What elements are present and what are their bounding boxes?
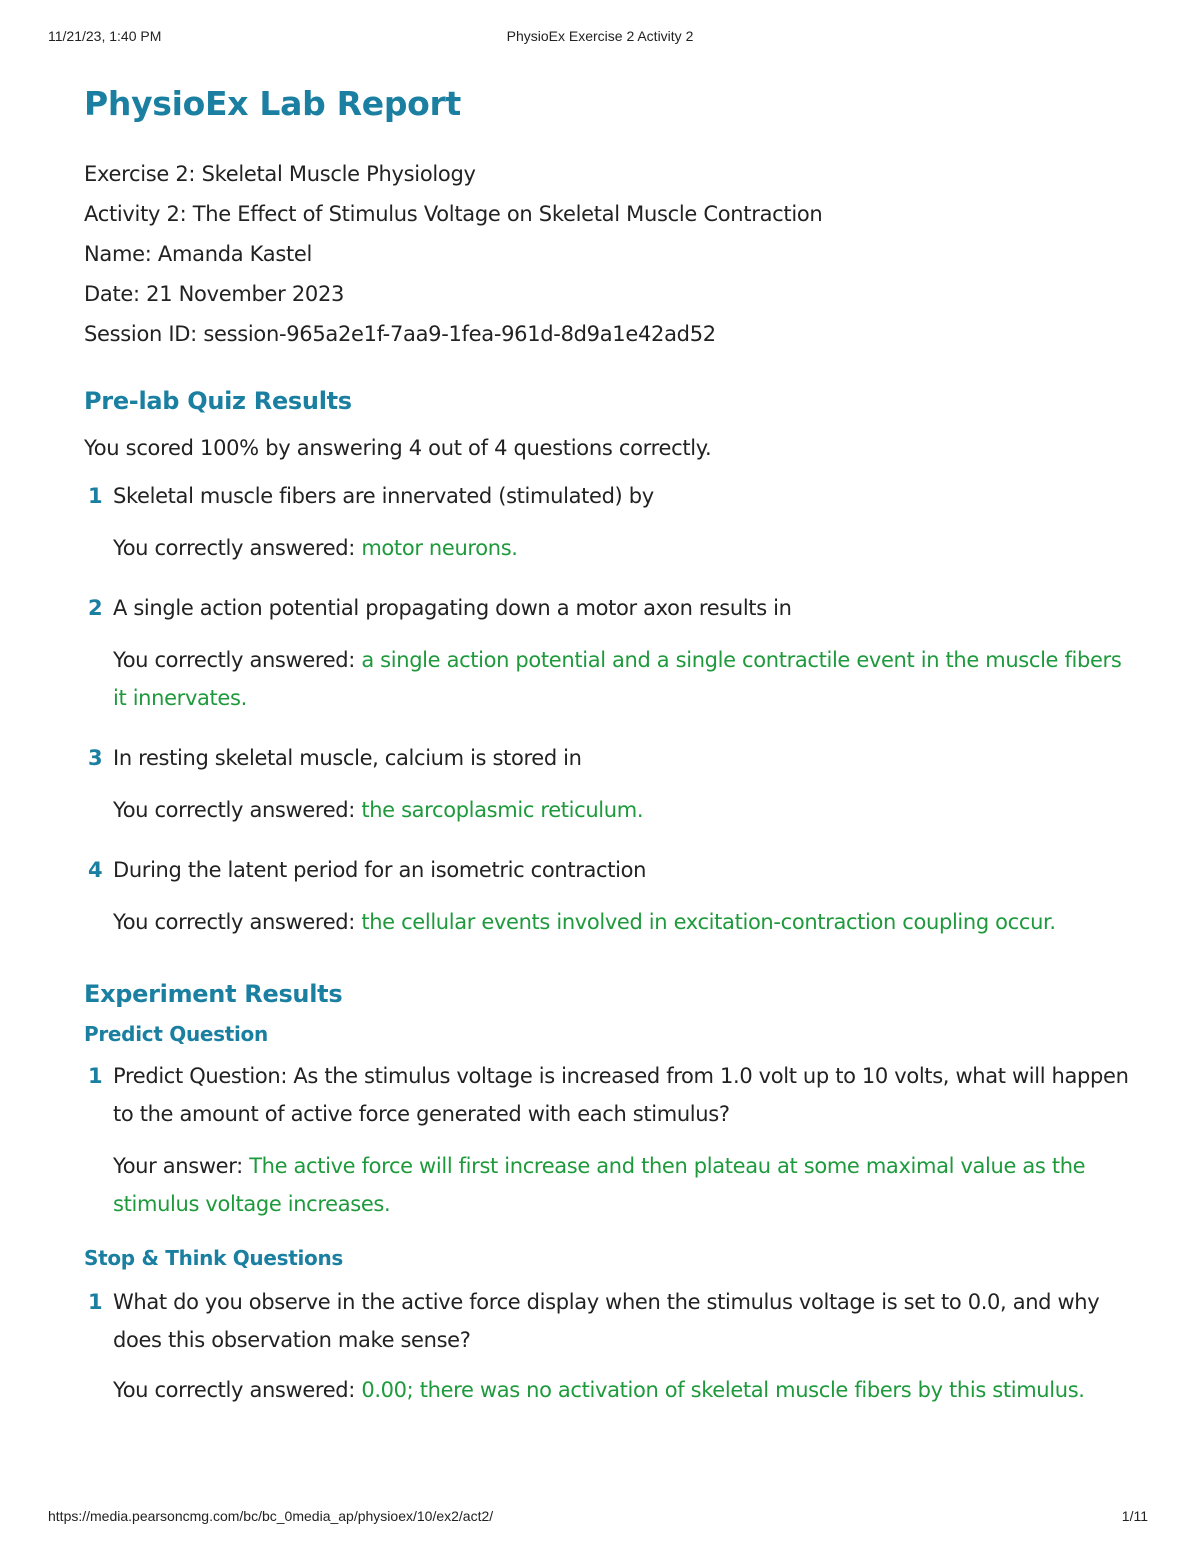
answer-line	[113, 529, 1134, 567]
answer-line	[113, 641, 1134, 717]
prelab-question-1	[84, 477, 1134, 567]
prelab-score: You scored 100% by answering 4 out of 4 questions correctly.	[84, 436, 712, 460]
answer-label: You correctly answered:	[113, 910, 362, 934]
prelab-question-2	[84, 589, 1134, 717]
experiment-title: Experiment Results	[84, 980, 343, 1008]
exercise-line: Exercise 2: Skeletal Muscle Physiology	[84, 162, 476, 186]
question-text: What do you observe in the active force display when the stimulus voltage is set to 0.0, and why does this observation make sense?	[113, 1290, 1100, 1352]
question-number: 1	[88, 1290, 103, 1314]
print-header	[0, 28, 1200, 48]
question-text: Predict Question: As the stimulus voltage is increased from 1.0 volt up to 10 volts, what will happen to the amount of active force generated with each stimulus?	[113, 1064, 1129, 1126]
predict-title: Predict Question	[84, 1022, 268, 1046]
answer-label: You correctly answered:	[113, 1378, 362, 1402]
report-meta	[84, 154, 1134, 354]
predict-question-1	[84, 1057, 1134, 1223]
answer-label: Your answer:	[113, 1154, 250, 1178]
report-content	[84, 80, 1134, 1409]
prelab-question-4	[84, 851, 1134, 941]
answer-label: You correctly answered:	[113, 648, 362, 672]
question-number: 1	[88, 484, 103, 508]
answer-label: You correctly answered:	[113, 536, 362, 560]
print-page-number: 1/11	[1121, 1508, 1148, 1524]
stop-question-1	[84, 1283, 1134, 1409]
question-text: A single action potential propagating down a motor axon results in	[113, 596, 792, 620]
print-datetime: 11/21/23, 1:40 PM	[48, 28, 162, 44]
question-number: 1	[88, 1064, 103, 1088]
question-number: 2	[88, 596, 103, 620]
session-line: Session ID: session-965a2e1f-7aa9-1fea-961d-8d9a1e42ad52	[84, 322, 716, 346]
date-line: Date: 21 November 2023	[84, 282, 345, 306]
report-title: PhysioEx Lab Report	[84, 84, 461, 123]
question-text: In resting skeletal muscle, calcium is stored in	[113, 746, 582, 770]
name-line: Name: Amanda Kastel	[84, 242, 313, 266]
prelab-question-3	[84, 739, 1134, 829]
answer-line	[113, 903, 1134, 941]
question-text: During the latent period for an isometric contraction	[113, 858, 647, 882]
stop-think-title: Stop & Think Questions	[84, 1246, 344, 1270]
answer-value: 0.00; there was no activation of skeletal muscle fibers by this stimulus.	[361, 1378, 1085, 1402]
print-url: https://media.pearsoncmg.com/bc/bc_0media_ap/physioex/10/ex2/act2/	[48, 1508, 494, 1524]
answer-value: The active force will first increase and then plateau at some maximal value as the stimulus voltage increases.	[113, 1154, 1086, 1216]
prelab-title: Pre-lab Quiz Results	[84, 387, 352, 415]
question-number: 4	[88, 858, 103, 882]
question-text: Skeletal muscle fibers are innervated (stimulated) by	[113, 484, 654, 508]
answer-value: the cellular events involved in excitation-contraction coupling occur.	[361, 910, 1056, 934]
answer-value: the sarcoplasmic reticulum.	[361, 798, 644, 822]
answer-value: a single action potential and a single contractile event in the muscle fibers it innervates.	[113, 648, 1122, 710]
answer-label: You correctly answered:	[113, 798, 362, 822]
question-number: 3	[88, 746, 103, 770]
print-page-title: PhysioEx Exercise 2 Activity 2	[506, 28, 694, 44]
answer-line	[113, 791, 1134, 829]
answer-line	[113, 1371, 1134, 1409]
print-footer	[0, 1508, 1200, 1528]
activity-line: Activity 2: The Effect of Stimulus Voltage on Skeletal Muscle Contraction	[84, 202, 823, 226]
answer-line	[113, 1147, 1134, 1223]
answer-value: motor neurons.	[361, 536, 518, 560]
